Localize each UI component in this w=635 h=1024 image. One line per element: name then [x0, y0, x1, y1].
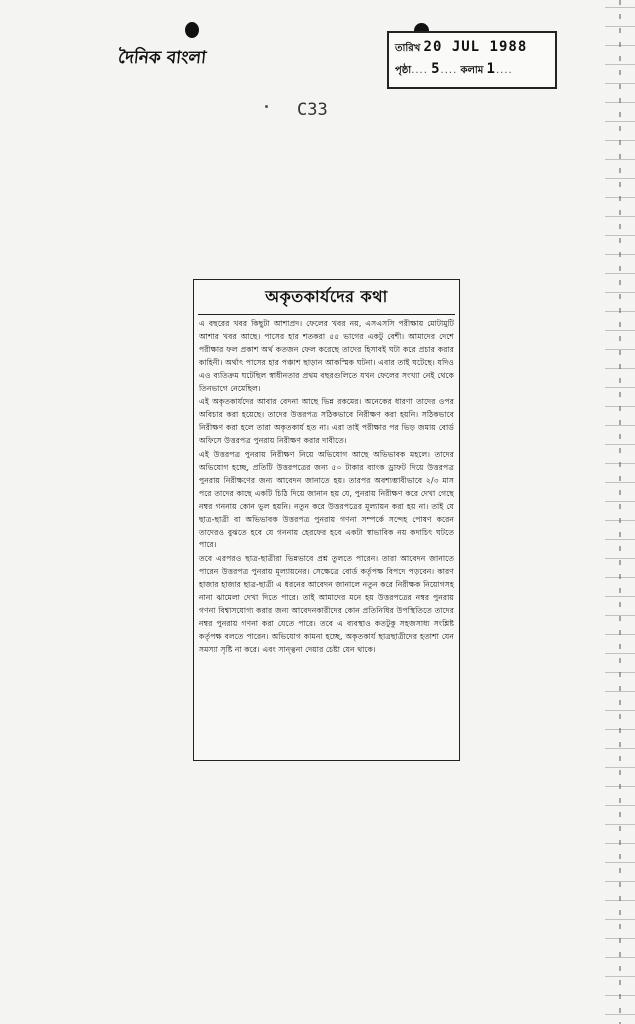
date-label: তারিখ	[395, 43, 421, 54]
column-value: 1	[486, 61, 496, 77]
page-label: পৃষ্ঠা	[395, 65, 412, 76]
date-stamp	[387, 31, 557, 89]
article-paragraph: এই অকৃতকার্যদের আবার বেদনা আছে ভিন্ন রকমের। অনেকের ধারণা তাদের ওপর অবিচার করা হয়েছে। তাদের উত্তরপত্র সঠিকভাবে নিরীক্ষণ করা হয়নি। সঠিকভাবে নিরীক্ষণ করা হলে তারা অকৃতকার্য হত না। এরা তাই পরীক্ষার পর ভিড় জমায় বোর্ড অফিসে উত্তরপত্র পুনরায় নিরীক্ষণ করার দাবীতে।	[199, 397, 454, 446]
scan-right-edge-marks	[619, 0, 621, 1024]
date-row	[395, 39, 549, 58]
article-headline: অকৃতকার্যদের কথা	[265, 287, 388, 306]
newspaper-name: দৈনিক বাংলা	[117, 48, 208, 68]
punch-hole-left	[185, 22, 199, 38]
page-number: C33	[297, 100, 328, 120]
page-column-row: পৃষ্ঠা.... 5.... কলাম 1....	[395, 61, 513, 77]
article-paragraph: তবে এরপরও ছাত্র-ছাত্রীরা ভিন্নভাবে প্রশ্ন তুলতে পারেন। তারা আবেদন জানাতে পারেন উত্তরপত্র পুনরায় মূল্যায়নের। সেক্ষেত্রে বোর্ড কর্তৃপক্ষ বিপদে পড়বেন। কারণ হাজার হাজার ছাত্র-ছাত্রী এ ধরনের আবেদন জানালে নতুন করে নিরীক্ষক নিয়োগসহ নানা ঝামেলা দেখা দিতে পারে। তাই আমাদের মনে হয় উত্তরপত্রের নম্বর পুনরায় গণনা বিশ্বাসযোগ্য করার জন্য আবেদনকারীদের কোন প্রতিনিধির উপস্থিতিতে তাদের নম্বর পুনরায় গণনা করা যেতে পারে। তবে এ ব্যবস্থাও কতটুকু সহজসাধ্য সংশ্লিষ্ট কর্তৃপক্ষ বলতে পারেন। অভিযোগ কামনা হচ্ছে, অকৃতকার্য ছাত্রছাত্রীদের হতাশা যেন সমস্যা সৃষ্টি না করে। এবং সান্ত্বনা দেয়ার চেষ্টা যেন থাকে।	[199, 554, 454, 654]
article-paragraph: এ বছরের খবর কিছুটা আশাপ্রদ। ফেলের খবর নয়, এসএসসি পরীক্ষায় মোটামুটি আশার খবর আছে। পাসের হার শতকরা ৫৫ ভাগের একটু বেশী। আমাদের দেশে পরীক্ষার ফল প্রকাশ অর্থ কতজন ফেল করেছে তাদের হিসাবই ঘটা করে প্রচার করার কাহিনী। অর্থাৎ পাসের হার পঞ্চাশ ছাড়ান আকস্মিক ঘটনা। এবার তাই ঘটেছে। যদিও এও ব্যতিক্রম ঘটেছিল স্বাধীনতার প্রথম বছরগুলিতে যখন ফেলের সংখ্যা নেই থেকে তিনভাগে নেমেছিল।	[199, 319, 454, 393]
page-value: 5	[431, 61, 441, 77]
headline-rule	[198, 314, 455, 315]
date-value: 20 JUL 1988	[423, 39, 528, 55]
column-label: কলাম	[460, 65, 484, 76]
newspaper-clipping	[193, 279, 460, 761]
article-paragraph: এই উত্তরপত্র পুনরায় নিরীক্ষণ নিয়ে অভিযোগ আছে অভিভাবক মহলে। তাদের অভিযোগ হচ্ছে, প্রতিটি উত্তরপত্রের জন্য ৫০ টাকার ব্যাংক ড্রাফট দিয়ে উত্তরপত্র পুনরায় নিরীক্ষণের জন্য আবেদন জানাতে হয়। তারপর অবশ্যম্ভাবীভাবে ২/৩ মাস পরে তাদের কাছে একটি চিঠি দিয়ে জানান হয় যে, পুনরায় নিরীক্ষণ করে দেখা গেছে নম্বর গননায় কোন ভুল হয়নি। নতুন করে উত্তরপত্রের মূল্যায়ন করা হয় না। তাই যে ছাত্র-ছাত্রী বা অভিভাবক উত্তরপত্র পুনরায় গণনা সম্পর্কে সন্দেহ পোষণ করেন তাদেরও বুঝতে হবে যে গননায় হেরফের হবে একটা স্বাভাবিক নয় কদাচিৎ ঘটতে পারে।	[199, 450, 454, 550]
scan-speck	[265, 105, 268, 108]
